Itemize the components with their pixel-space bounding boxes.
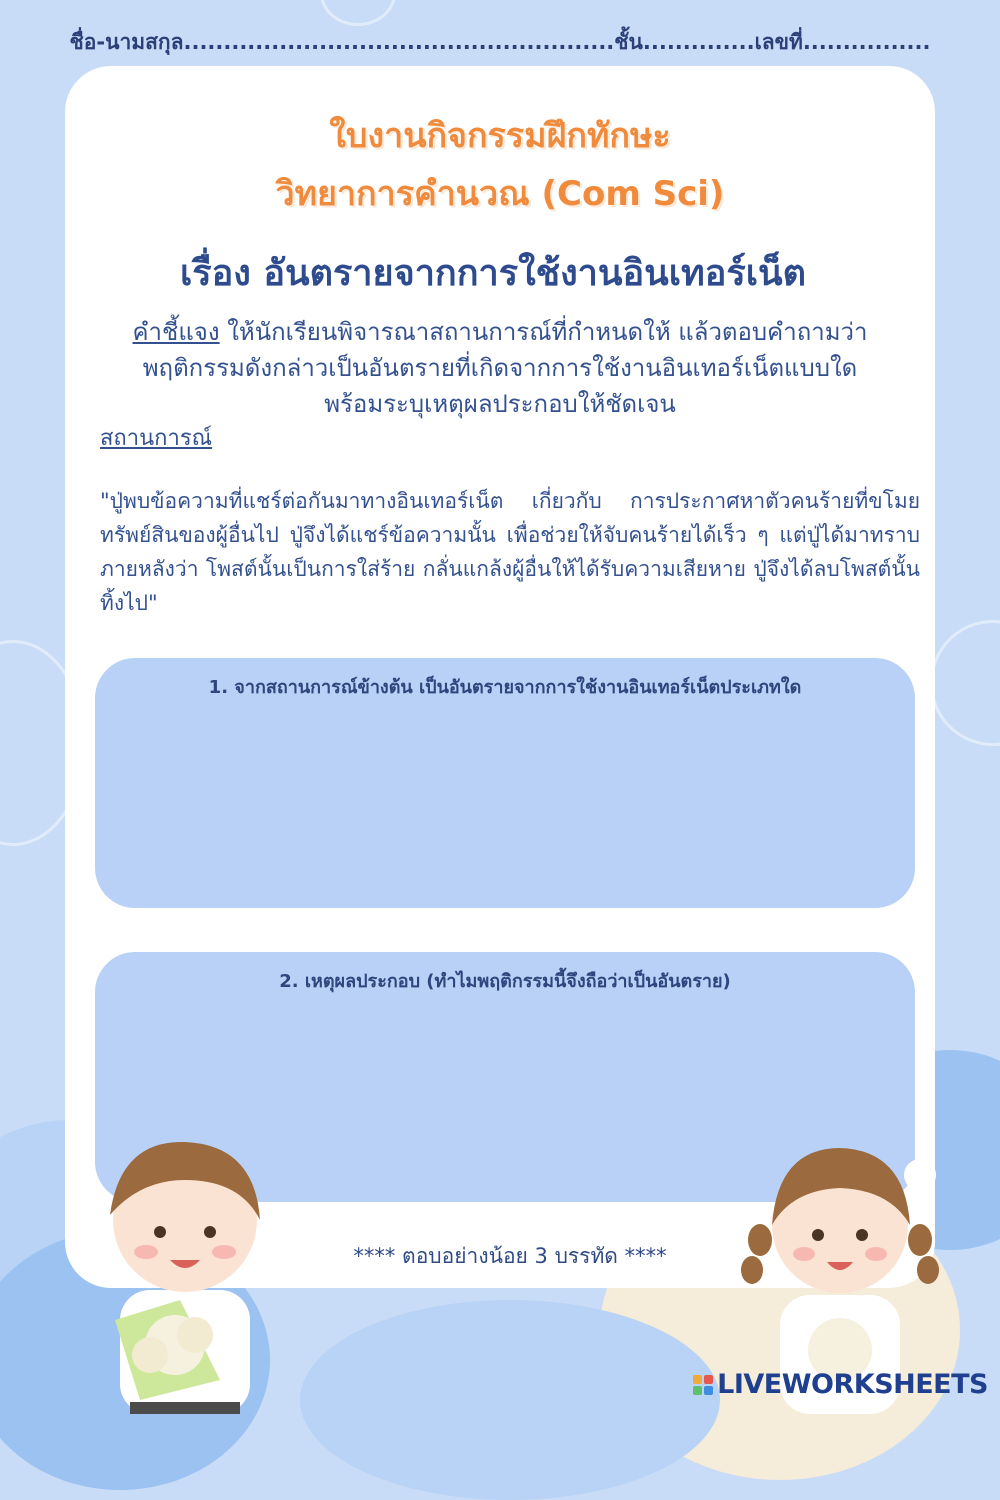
question-2-label: 2. เหตุผลประกอบ (ทำไมพฤติกรรมนี้จึงถือว่าเป็นอันตราย) (279, 971, 731, 992)
background-swirl (320, 0, 396, 26)
question-1-label: 1. จากสถานการณ์ข้างต้น เป็นอันตรายจากการใช้งานอินเทอร์เน็ตประเภทใด (208, 677, 802, 698)
logo-square (693, 1375, 702, 1384)
student-info-line: ชื่อ-นามสกุล......................................................ชั้น..............เลขที่................ (69, 30, 931, 54)
liveworksheets-logo (693, 1369, 988, 1400)
background-swirl (930, 620, 1000, 746)
instructions-line3: พร้อมระบุเหตุผลประกอบให้ชัดเจน (324, 390, 676, 418)
cloud-decoration (300, 1300, 720, 1500)
logo-square (704, 1386, 713, 1395)
liveworksheets-logo-icon (693, 1375, 713, 1395)
instructions-label: คำชี้แจง (132, 318, 220, 346)
scenario-text: "ปู่พบข้อความที่แชร์ต่อกันมาทางอินเทอร์เน็ต เกี่ยวกับ การประกาศหาตัวคนร้ายที่ขโมยทรัพย์สินของผู้อื่นไป ปู่จึงได้แชร์ข้อความนั้น เพื่อช่วยให้จับคนร้ายได้เร็ว ๆ แต่ปู่ได้มาทราบภายหลังว่า โพสต์นั้นเป็นการใส่ร้าย กลั่นแกล้งผู้อื่นให้ได้รับความเสียหาย ปู่จึงได้ลบโพสต์นั้นทิ้งไป" (100, 489, 920, 615)
instructions-line1: คำชี้แจง ให้นักเรียนพิจารณาสถานการณ์ที่กำหนดให้ แล้วตอบคำถามว่า (132, 318, 868, 346)
liveworksheets-logo-text: LIVEWORKSHEETS (717, 1369, 988, 1400)
logo-square (693, 1386, 702, 1395)
instructions-line2: พฤติกรรมดังกล่าวเป็นอันตรายที่เกิดจากการใช้งานอินเทอร์เน็ตแบบใด (142, 354, 858, 382)
answer-requirement-note: **** ตอบอย่างน้อย 3 บรรทัด **** (353, 1244, 667, 1268)
worksheet-subject: เรื่อง อันตรายจากการใช้งานอินเทอร์เน็ต (179, 253, 806, 294)
logo-square (704, 1375, 713, 1384)
question-1-box (95, 658, 915, 908)
scenario-label: สถานการณ์ (100, 426, 213, 451)
worksheet-title-line1: ใบงานกิจกรรมฝึกทักษะ (0, 108, 1000, 162)
question-1-answer-field[interactable] (135, 710, 875, 884)
worksheet-title-line2: วิทยาการคำนวณ (Com Sci) (0, 166, 1000, 220)
